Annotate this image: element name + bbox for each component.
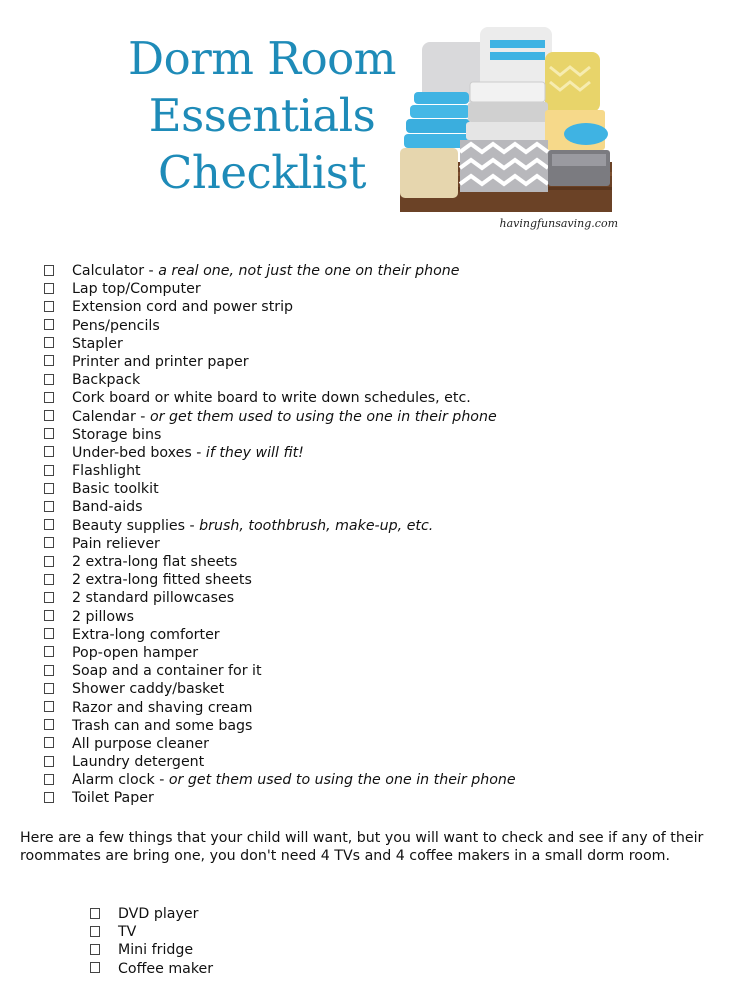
checklist-item [44, 717, 516, 735]
checklist-item-label: Alarm clock [72, 772, 155, 789]
page-title [122, 30, 402, 201]
title-line-1: Dorm Room [128, 32, 396, 85]
checklist-item-label: Razor and shaving cream [72, 699, 253, 716]
essentials-checklist [44, 262, 516, 808]
checkbox-icon[interactable] [44, 410, 54, 421]
note-separator: - [144, 263, 159, 279]
checklist-item-label: Storage bins [72, 426, 162, 443]
checkbox-icon[interactable] [44, 592, 54, 603]
checklist-item [44, 480, 516, 498]
checklist-item-label: Trash can and some bags [72, 717, 253, 734]
checklist-item [44, 317, 516, 335]
optional-item [90, 960, 213, 978]
checklist-item-label: Cork board or white board to write down schedules, etc. [72, 390, 471, 407]
note-separator: - [185, 517, 200, 534]
checklist-item [44, 553, 516, 571]
note-separator: - [154, 772, 169, 789]
roommate-note-paragraph: Here are a few things that your child will want, but you will want to check and see if any of their roommates are bring one, you don't need 4 TVs and 4 coffee makers in a small dorm room. [20, 830, 704, 865]
checkbox-icon[interactable] [44, 446, 54, 457]
optional-item [90, 923, 213, 941]
checklist-item [44, 426, 516, 444]
checkbox-icon[interactable] [44, 610, 54, 621]
checklist-item-label: Stapler [72, 335, 123, 352]
checkbox-icon[interactable] [44, 319, 54, 330]
checkbox-icon[interactable] [44, 301, 54, 312]
checklist-item-label: Pain reliever [72, 535, 160, 552]
checkbox-icon[interactable] [90, 962, 100, 973]
optional-item-label: Mini fridge [118, 942, 194, 959]
checklist-item [44, 771, 516, 789]
checklist-item-note: a real one, not just the one on their phone [158, 263, 460, 279]
optional-items-list [90, 905, 213, 978]
checklist-item-label: 2 extra-long flat sheets [72, 554, 238, 570]
checklist-item [44, 753, 516, 771]
checklist-item [44, 444, 516, 462]
checkbox-icon[interactable] [90, 944, 100, 955]
checkbox-icon[interactable] [90, 926, 100, 937]
title-line-3: Checklist [158, 146, 366, 199]
checkbox-icon[interactable] [44, 519, 54, 530]
checklist-item-label: 2 standard pillowcases [72, 590, 235, 607]
checkbox-icon[interactable] [44, 265, 54, 276]
checklist-item [44, 262, 516, 280]
checklist-item [44, 644, 516, 662]
checkbox-icon[interactable] [44, 774, 54, 785]
checklist-item [44, 789, 516, 807]
note-separator: - [135, 408, 150, 425]
optional-item-label: DVD player [118, 906, 199, 922]
checklist-item [44, 298, 516, 316]
checklist-item-label: Calculator [72, 263, 145, 279]
checklist-item-label: Extension cord and power strip [72, 299, 294, 316]
checklist-item-note: or get them used to using the one in their phone [168, 772, 516, 789]
checkbox-icon[interactable] [44, 574, 54, 585]
checklist-item [44, 371, 516, 389]
checkbox-icon[interactable] [44, 465, 54, 476]
checklist-item [44, 680, 516, 698]
checklist-item [44, 498, 516, 516]
checklist-item-label: Toilet Paper [72, 790, 154, 807]
checkbox-icon[interactable] [44, 719, 54, 730]
optional-item [90, 941, 213, 959]
checkbox-icon[interactable] [44, 701, 54, 712]
checklist-item-label: Pens/pencils [72, 317, 160, 334]
checklist-item-label: Under-bed boxes [72, 444, 192, 461]
checklist-item-label: Calendar [72, 408, 136, 425]
checklist-item [44, 735, 516, 753]
checklist-item [44, 589, 516, 607]
checklist-item-label: 2 pillows [72, 608, 135, 625]
checkbox-icon[interactable] [44, 374, 54, 385]
checklist-item [44, 517, 516, 535]
checklist-item [44, 280, 516, 298]
checklist-item-note: or get them used to using the one in their phone [149, 408, 497, 425]
checkbox-icon[interactable] [44, 483, 54, 494]
checklist-item-label: Printer and printer paper [72, 353, 249, 370]
checkbox-icon[interactable] [44, 792, 54, 803]
checklist-item [44, 335, 516, 353]
title-line-2: Essentials [148, 89, 376, 142]
checklist-item-note: brush, toothbrush, make-up, etc. [199, 517, 434, 534]
checklist-item [44, 626, 516, 644]
checklist-item-label: Band-aids [72, 499, 143, 516]
note-separator: - [191, 444, 206, 461]
checklist-item [44, 699, 516, 717]
checkbox-icon[interactable] [44, 556, 54, 567]
dorm-supplies-photo [400, 22, 612, 212]
checklist-item [44, 462, 516, 480]
checklist-item [44, 571, 516, 589]
checklist-item-label: Soap and a container for it [72, 663, 262, 680]
optional-item [90, 905, 213, 923]
checklist-item-label: Beauty supplies [72, 517, 186, 534]
checkbox-icon[interactable] [44, 665, 54, 676]
checklist-item-label: Basic toolkit [72, 481, 159, 498]
checklist-item [44, 662, 516, 680]
checkbox-icon[interactable] [44, 392, 54, 403]
checkbox-icon[interactable] [44, 646, 54, 657]
checklist-item [44, 408, 516, 426]
checklist-item-label: Extra-long comforter [72, 626, 220, 643]
site-credit: havingfunsaving.com [499, 217, 618, 230]
checklist-item [44, 353, 516, 371]
checklist-item-label: Flashlight [72, 463, 141, 480]
checklist-item-label: Lap top/Computer [72, 281, 201, 298]
optional-item-label: TV [118, 924, 137, 941]
checklist-item-label: Backpack [72, 372, 141, 389]
checkbox-icon[interactable] [44, 537, 54, 548]
checkbox-icon[interactable] [44, 283, 54, 294]
checklist-item-label: Laundry detergent [72, 754, 205, 771]
checklist-item-label: 2 extra-long fitted sheets [72, 572, 252, 589]
checkbox-icon[interactable] [90, 908, 100, 919]
checkbox-icon[interactable] [44, 683, 54, 694]
checklist-item [44, 535, 516, 553]
checkbox-icon[interactable] [44, 428, 54, 439]
checkbox-icon[interactable] [44, 756, 54, 767]
checklist-item-label: Shower caddy/basket [72, 681, 225, 698]
checkbox-icon[interactable] [44, 501, 54, 512]
checkbox-icon[interactable] [44, 628, 54, 639]
optional-item-label: Coffee maker [118, 960, 214, 977]
checklist-item-note: if they will fit! [205, 444, 304, 461]
checkbox-icon[interactable] [44, 355, 54, 366]
checklist-item-label: Pop-open hamper [72, 644, 199, 661]
checklist-item [44, 608, 516, 626]
checklist-item [44, 389, 516, 407]
checkbox-icon[interactable] [44, 737, 54, 748]
checkbox-icon[interactable] [44, 337, 54, 348]
checklist-item-label: All purpose cleaner [72, 735, 209, 752]
